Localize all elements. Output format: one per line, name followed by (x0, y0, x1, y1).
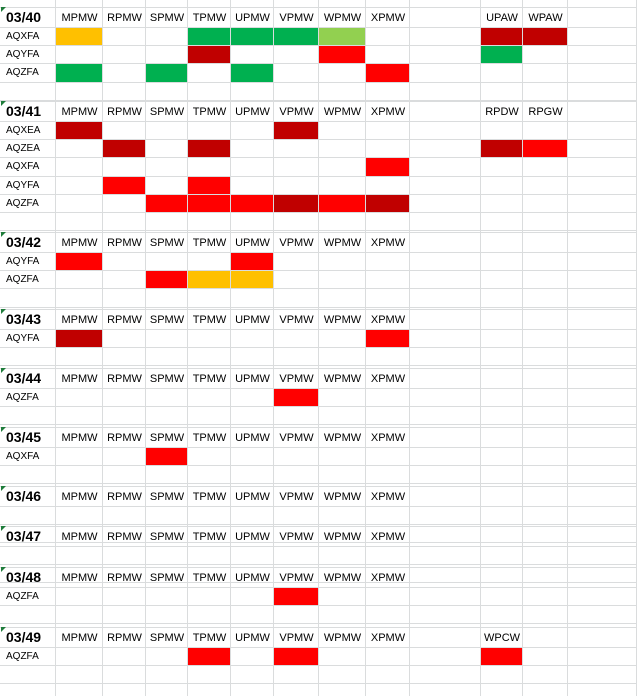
gridline-vertical (480, 0, 481, 696)
column-header-mpmw[interactable]: MPMW (61, 314, 98, 326)
column-header-vpmw[interactable]: VPMW (279, 632, 314, 644)
column-header-rpmw[interactable]: RPMW (107, 373, 142, 385)
column-header-mpmw[interactable]: MPMW (61, 491, 98, 503)
gridline-horizontal (0, 647, 637, 648)
status-cell-dark-red[interactable] (274, 195, 318, 212)
status-cell-dark-red[interactable] (188, 140, 230, 157)
row-label[interactable]: AQYFA (6, 333, 40, 344)
status-cell-dark-red[interactable] (481, 28, 522, 45)
column-header-rpmw[interactable]: RPMW (107, 632, 142, 644)
column-header-wpmw[interactable]: WPMW (323, 237, 362, 249)
gridline-horizontal (0, 288, 637, 289)
status-cell-dark-red[interactable] (274, 122, 318, 139)
row-label[interactable]: AQZEA (6, 143, 40, 154)
gridline-horizontal (0, 82, 637, 83)
gridline-vertical (102, 0, 103, 696)
column-header-rpmw[interactable]: RPMW (107, 432, 142, 444)
row-label[interactable]: AQZFA (6, 67, 39, 78)
column-header-wpmw[interactable]: WPMW (323, 314, 362, 326)
status-cell-green[interactable] (481, 46, 522, 63)
column-header-spmw[interactable]: SPMW (149, 12, 185, 24)
column-header-wpmw[interactable]: WPMW (323, 432, 362, 444)
column-header-wpmw[interactable]: WPMW (323, 632, 362, 644)
column-header-wpmw[interactable]: WPMW (323, 491, 362, 503)
column-header-spmw[interactable]: SPMW (149, 106, 185, 118)
gridline-horizontal (0, 212, 637, 213)
gridline-horizontal (0, 176, 637, 177)
status-cell-green[interactable] (231, 64, 273, 82)
column-header-tpmw[interactable]: TPMW (192, 572, 227, 584)
column-header-mpmw[interactable]: MPMW (61, 237, 98, 249)
gridline-horizontal (0, 447, 637, 448)
week-label[interactable]: 03/40 (6, 9, 42, 25)
status-cell-red[interactable] (523, 140, 567, 157)
gridline-horizontal (0, 157, 637, 158)
gridline-vertical (145, 0, 146, 696)
week-label[interactable]: 03/43 (6, 311, 42, 327)
column-header-vpmw[interactable]: VPMW (279, 12, 314, 24)
gridline-horizontal (0, 526, 637, 527)
column-header-spmw[interactable]: SPMW (149, 572, 185, 584)
column-header-mpmw[interactable]: MPMW (61, 572, 98, 584)
row-label[interactable]: AQXEA (6, 125, 41, 136)
column-header-xpmw[interactable]: XPMW (370, 237, 406, 249)
status-cell-red[interactable] (274, 389, 318, 406)
column-header-spmw[interactable]: SPMW (149, 237, 185, 249)
gridline-horizontal (0, 465, 637, 466)
column-header-mpmw[interactable]: MPMW (61, 531, 98, 543)
status-cell-red[interactable] (103, 177, 145, 194)
gridline-horizontal (0, 101, 637, 102)
gridline-vertical (230, 0, 231, 696)
column-header-xpmw[interactable]: XPMW (370, 106, 406, 118)
gridline-horizontal (0, 230, 637, 231)
column-header-mpmw[interactable]: MPMW (61, 106, 98, 118)
status-cell-red[interactable] (146, 195, 187, 212)
column-header-wpmw[interactable]: WPMW (323, 373, 362, 385)
column-header-xpmw[interactable]: XPMW (370, 572, 406, 584)
column-header-mpmw[interactable]: MPMW (61, 373, 98, 385)
column-header-tpmw[interactable]: TPMW (192, 106, 227, 118)
status-cell-red[interactable] (188, 177, 230, 194)
column-header-xpmw[interactable]: XPMW (370, 432, 406, 444)
column-header-rpdw[interactable]: RPDW (485, 106, 519, 118)
gridline-horizontal (0, 424, 637, 425)
column-header-xpmw[interactable]: XPMW (370, 531, 406, 543)
status-cell-green[interactable] (231, 28, 273, 45)
status-cell-red[interactable] (231, 253, 273, 270)
column-header-tpmw[interactable]: TPMW (192, 237, 227, 249)
column-header-upaw[interactable]: UPAW (486, 12, 518, 24)
gridline-horizontal (0, 627, 637, 628)
column-header-rpmw[interactable]: RPMW (107, 237, 142, 249)
week-label[interactable]: 03/42 (6, 234, 42, 250)
gridline-horizontal (0, 587, 637, 588)
status-cell-dark-red[interactable] (188, 46, 230, 63)
column-header-vpmw[interactable]: VPMW (279, 531, 314, 543)
column-header-tpmw[interactable]: TPMW (192, 314, 227, 326)
column-header-upmw[interactable]: UPMW (235, 432, 270, 444)
status-cell-green[interactable] (146, 64, 187, 82)
gridline-horizontal (0, 665, 637, 666)
column-header-mpmw[interactable]: MPMW (61, 432, 98, 444)
column-header-upmw[interactable]: UPMW (235, 491, 270, 503)
column-header-wpaw[interactable]: WPAW (528, 12, 563, 24)
row-label[interactable]: AQYFA (6, 49, 40, 60)
status-cell-dark-red[interactable] (56, 330, 102, 347)
week-label[interactable]: 03/49 (6, 629, 42, 645)
column-header-xpmw[interactable]: XPMW (370, 314, 406, 326)
gridline-vertical (187, 0, 188, 696)
column-header-vpmw[interactable]: VPMW (279, 432, 314, 444)
row-label[interactable]: AQXFA (6, 161, 40, 172)
gridline-horizontal (0, 270, 637, 271)
column-header-rpmw[interactable]: RPMW (107, 491, 142, 503)
gridline-horizontal (0, 368, 637, 369)
column-header-wpcw[interactable]: WPCW (483, 632, 521, 644)
status-cell-green[interactable] (56, 64, 102, 82)
status-cell-red[interactable] (366, 158, 409, 176)
column-header-tpmw[interactable]: TPMW (192, 432, 227, 444)
column-header-spmw[interactable]: SPMW (149, 314, 185, 326)
column-header-mpmw[interactable]: MPMW (61, 632, 98, 644)
column-header-vpmw[interactable]: VPMW (279, 106, 314, 118)
status-cell-red[interactable] (146, 448, 187, 465)
gridline-horizontal (0, 406, 637, 407)
status-cell-red[interactable] (481, 648, 522, 665)
column-header-upmw[interactable]: UPMW (235, 373, 270, 385)
gridline-vertical (567, 0, 568, 696)
status-cell-red[interactable] (319, 46, 365, 63)
status-cell-dark-red[interactable] (103, 140, 145, 157)
status-cell-red[interactable] (366, 64, 409, 82)
row-label[interactable]: AQZFA (6, 274, 39, 285)
gridline-horizontal (0, 683, 637, 684)
status-cell-light-green[interactable] (319, 28, 365, 45)
column-header-upmw[interactable]: UPMW (235, 12, 270, 24)
gridline-vertical (55, 0, 56, 696)
gridline-vertical (409, 0, 410, 696)
column-header-mpmw[interactable]: MPMW (61, 12, 98, 24)
status-cell-green[interactable] (274, 28, 318, 45)
gridline-horizontal (0, 564, 637, 565)
status-cell-green[interactable] (188, 28, 230, 45)
column-header-tpmw[interactable]: TPMW (192, 491, 227, 503)
status-cell-red[interactable] (274, 648, 318, 665)
gridline-horizontal (0, 567, 637, 568)
gridline-horizontal (0, 388, 637, 389)
gridline-horizontal (0, 309, 637, 310)
column-header-upmw[interactable]: UPMW (235, 632, 270, 644)
status-cell-dark-red[interactable] (523, 28, 567, 45)
row-label[interactable]: AQZFA (6, 591, 39, 602)
column-header-spmw[interactable]: SPMW (149, 531, 185, 543)
gridline-horizontal (0, 427, 637, 428)
column-header-spmw[interactable]: SPMW (149, 632, 185, 644)
column-header-upmw[interactable]: UPMW (235, 106, 270, 118)
column-header-tpmw[interactable]: TPMW (192, 531, 227, 543)
column-header-vpmw[interactable]: VPMW (279, 314, 314, 326)
gridline-horizontal (0, 232, 637, 233)
gridline-horizontal (0, 7, 637, 8)
status-cell-amber[interactable] (56, 28, 102, 45)
week-label[interactable]: 03/48 (6, 569, 42, 585)
column-header-vpmw[interactable]: VPMW (279, 237, 314, 249)
row-label[interactable]: AQXFA (6, 451, 40, 462)
column-header-rpmw[interactable]: RPMW (107, 531, 142, 543)
column-header-xpmw[interactable]: XPMW (370, 12, 406, 24)
gridline-horizontal (0, 524, 637, 525)
status-cell-dark-red[interactable] (366, 195, 409, 212)
row-label[interactable]: AQXFA (6, 31, 40, 42)
status-cell-red[interactable] (231, 195, 273, 212)
column-header-wpmw[interactable]: WPMW (323, 12, 362, 24)
gridline-horizontal (0, 623, 637, 624)
gridline-vertical (365, 0, 366, 696)
row-label[interactable]: AQZFA (6, 651, 39, 662)
column-header-wpmw[interactable]: WPMW (323, 106, 362, 118)
status-cell-amber[interactable] (231, 271, 273, 288)
column-header-vpmw[interactable]: VPMW (279, 373, 314, 385)
column-header-rpmw[interactable]: RPMW (107, 314, 142, 326)
gridline-horizontal (0, 307, 637, 308)
week-label[interactable]: 03/44 (6, 370, 42, 386)
column-header-upmw[interactable]: UPMW (235, 531, 270, 543)
column-header-tpmw[interactable]: TPMW (192, 373, 227, 385)
row-label[interactable]: AQZFA (6, 392, 39, 403)
row-label[interactable]: AQYFA (6, 256, 40, 267)
status-cell-red[interactable] (56, 253, 102, 270)
gridline-horizontal (0, 483, 637, 484)
week-label[interactable]: 03/41 (6, 103, 42, 119)
column-header-wpmw[interactable]: WPMW (323, 531, 362, 543)
gridline-horizontal (0, 365, 637, 366)
column-header-vpmw[interactable]: VPMW (279, 491, 314, 503)
column-header-xpmw[interactable]: XPMW (370, 491, 406, 503)
status-cell-dark-red[interactable] (481, 140, 522, 157)
column-header-spmw[interactable]: SPMW (149, 432, 185, 444)
column-header-rpmw[interactable]: RPMW (107, 106, 142, 118)
column-header-xpmw[interactable]: XPMW (370, 632, 406, 644)
status-cell-red[interactable] (366, 330, 409, 347)
gridline-horizontal (0, 605, 637, 606)
week-label[interactable]: 03/45 (6, 429, 42, 445)
gridline-vertical (522, 0, 523, 696)
gridline-horizontal (0, 486, 637, 487)
gridline-horizontal (0, 347, 637, 348)
week-label[interactable]: 03/46 (6, 488, 42, 504)
status-cell-red[interactable] (319, 195, 365, 212)
status-cell-red[interactable] (188, 195, 230, 212)
status-cell-red[interactable] (188, 648, 230, 665)
column-header-rpmw[interactable]: RPMW (107, 12, 142, 24)
status-cell-red[interactable] (146, 271, 187, 288)
column-header-vpmw[interactable]: VPMW (279, 572, 314, 584)
column-header-rpgw[interactable]: RPGW (528, 106, 563, 118)
row-label[interactable]: AQZFA (6, 198, 39, 209)
status-cell-dark-red[interactable] (56, 122, 102, 139)
status-cell-red[interactable] (274, 588, 318, 605)
column-header-rpmw[interactable]: RPMW (107, 572, 142, 584)
column-header-tpmw[interactable]: TPMW (192, 632, 227, 644)
column-header-spmw[interactable]: SPMW (149, 373, 185, 385)
gridline-horizontal (0, 546, 637, 547)
row-label[interactable]: AQYFA (6, 180, 40, 191)
column-header-tpmw[interactable]: TPMW (192, 12, 227, 24)
column-header-upmw[interactable]: UPMW (235, 314, 270, 326)
gridline-vertical (318, 0, 319, 696)
week-label[interactable]: 03/47 (6, 528, 42, 544)
column-header-spmw[interactable]: SPMW (149, 491, 185, 503)
status-cell-amber[interactable] (188, 271, 230, 288)
column-header-upmw[interactable]: UPMW (235, 572, 270, 584)
gridline-horizontal (0, 506, 637, 507)
column-header-xpmw[interactable]: XPMW (370, 373, 406, 385)
column-header-wpmw[interactable]: WPMW (323, 572, 362, 584)
column-header-upmw[interactable]: UPMW (235, 237, 270, 249)
